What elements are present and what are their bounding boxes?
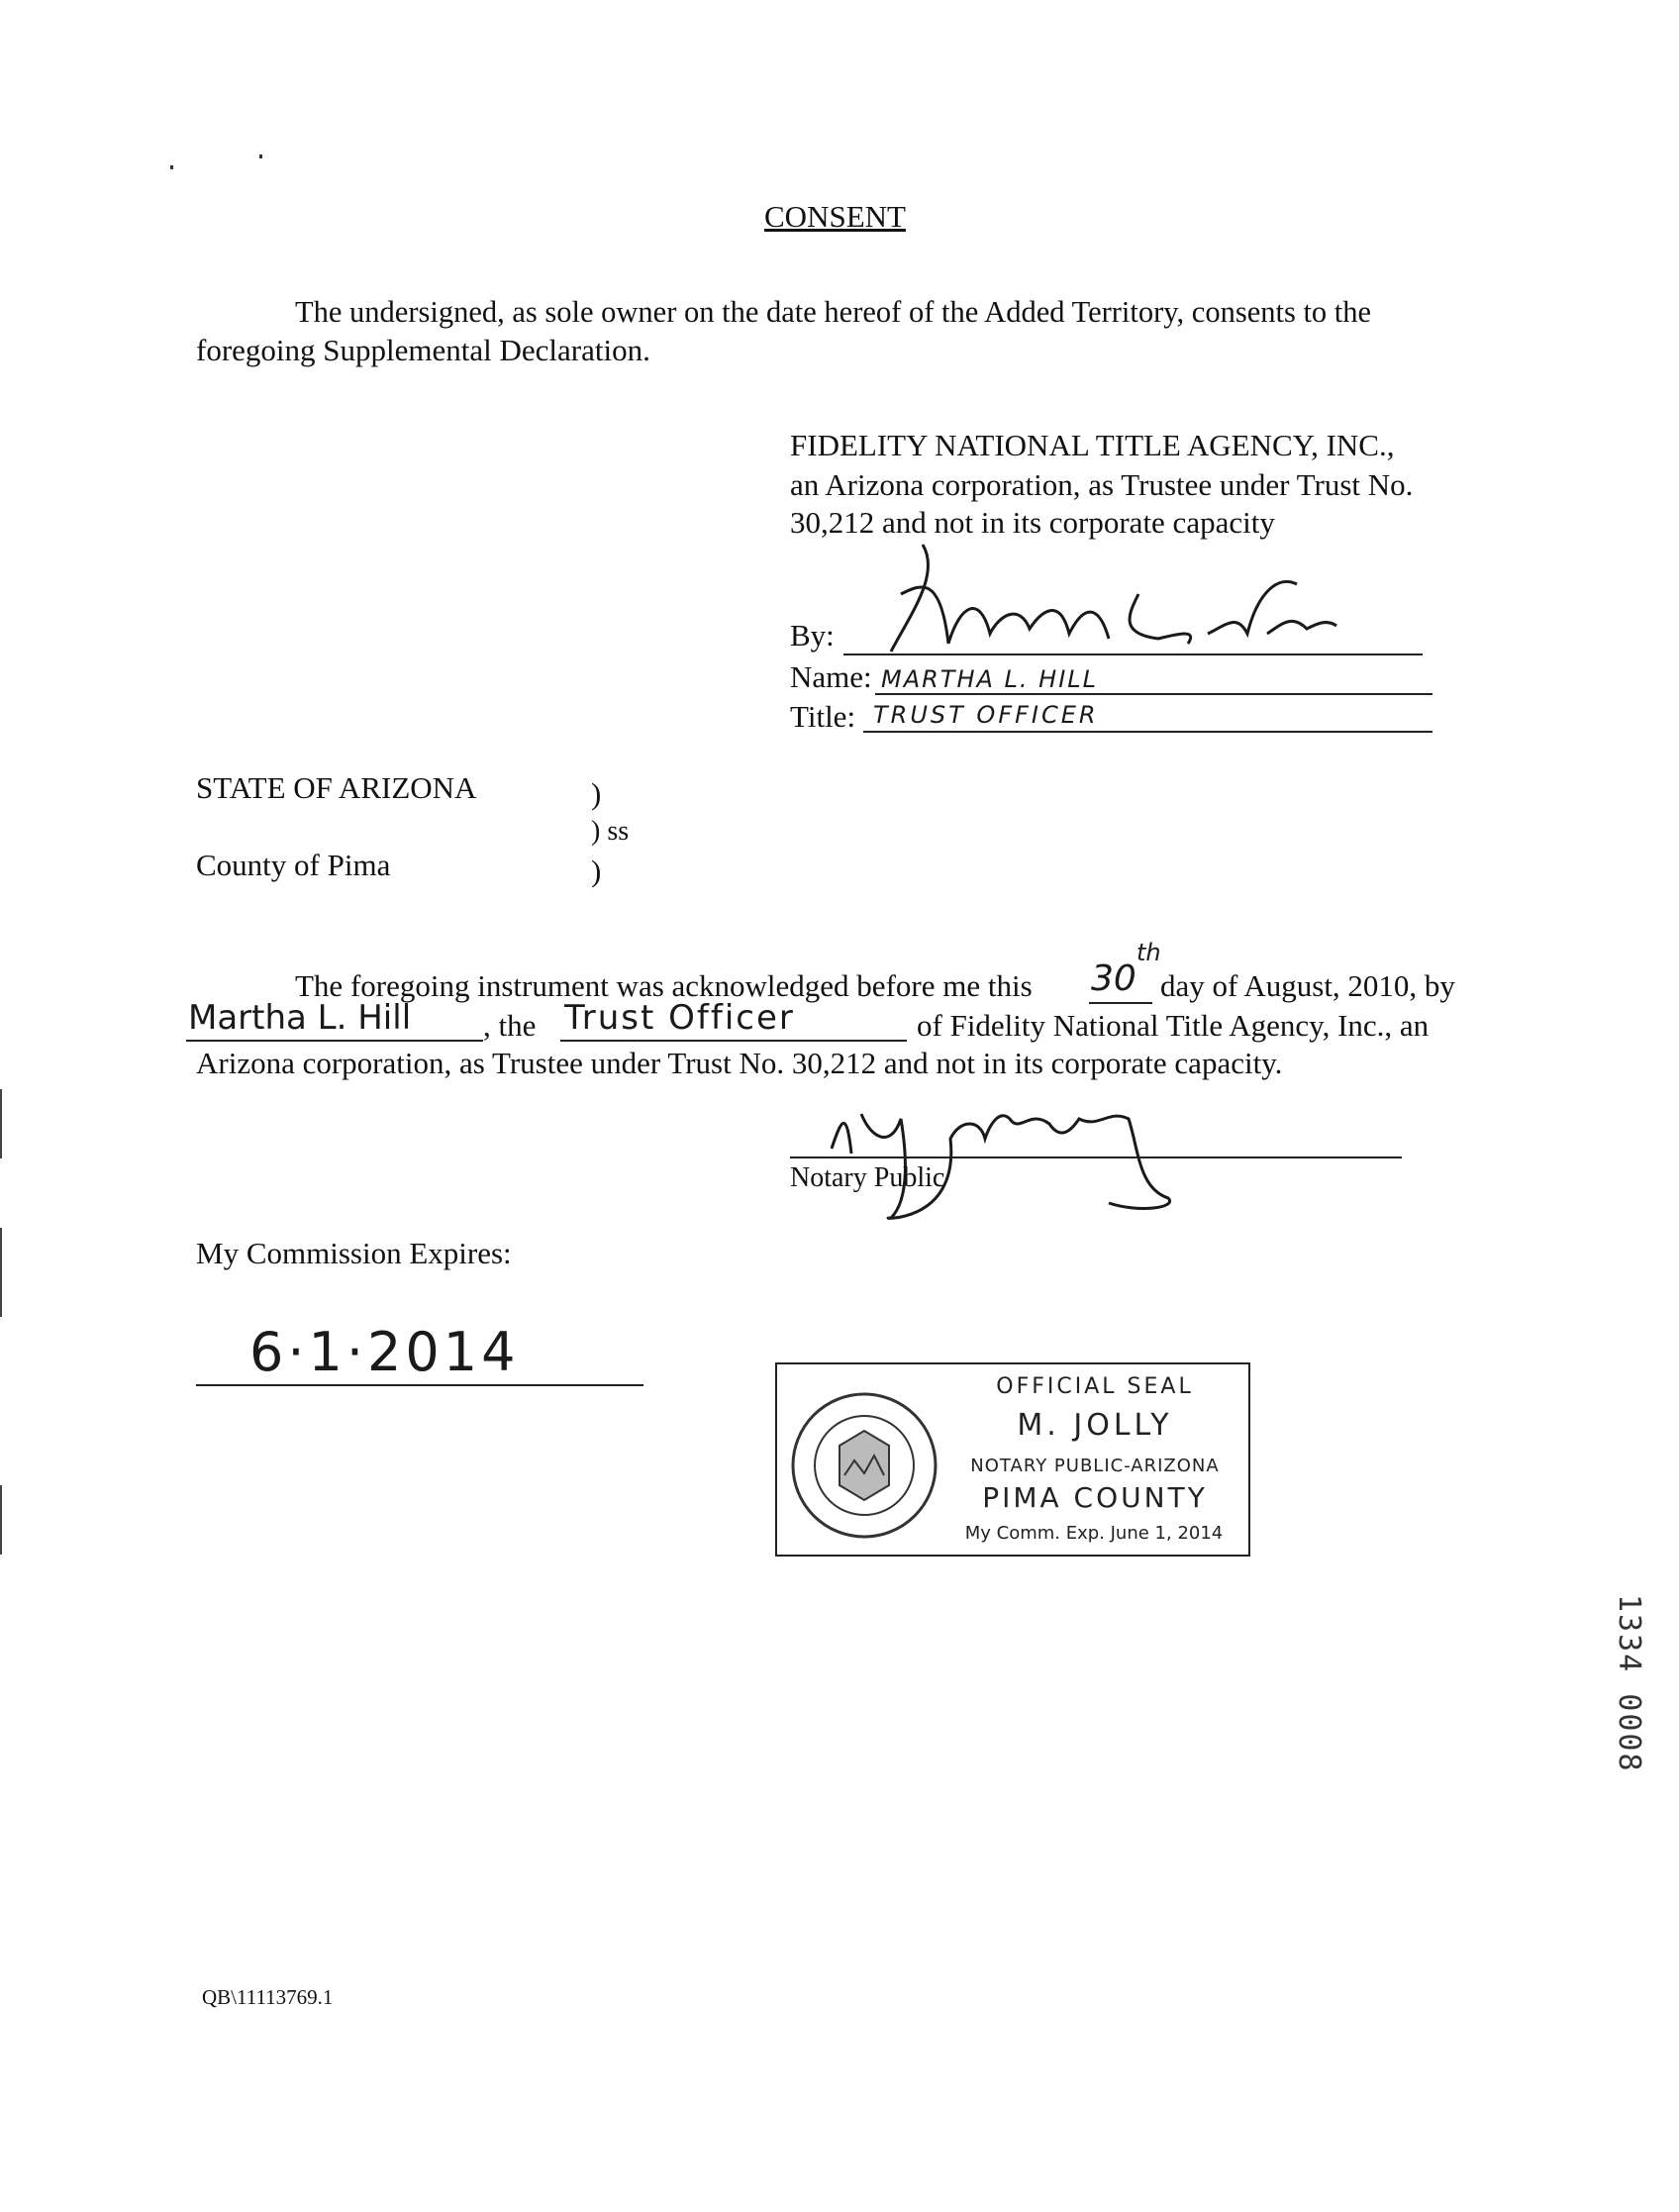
state-seal-icon [785, 1386, 943, 1545]
scan-speck [170, 165, 173, 169]
scan-edge [0, 1485, 2, 1555]
entity-description: an Arizona corporation, as Trustee under Trust No. [790, 467, 1414, 502]
commission-date: 6·1·2014 [249, 1321, 520, 1383]
state-label: STATE OF ARIZONA [196, 770, 477, 805]
seal-line-5: My Comm. Exp. June 1, 2014 [964, 1523, 1224, 1544]
consent-text-line-1: The undersigned, as sole owner on the date hereof of the Added Territory, consents to the [295, 295, 1372, 329]
ack-signer-line [186, 1040, 483, 1042]
county-label: County of Pima [196, 848, 391, 882]
ack-text-line-1a: The foregoing instrument was acknowledged before me this [295, 968, 1033, 1003]
ack-day: 30 [1091, 958, 1136, 999]
seal-line-2: M. JOLLY [1017, 1408, 1173, 1443]
title-value: TRUST OFFICER [873, 701, 1099, 729]
name-value: MARTHA L. HILL [881, 665, 1099, 693]
venue-paren-3: ) [591, 854, 602, 888]
scan-speck [259, 154, 262, 158]
title-label: Title: [790, 699, 856, 734]
name-line [875, 693, 1432, 695]
ack-text-line-2a: , the [483, 1008, 537, 1043]
seal-line-3: NOTARY PUBLIC-ARIZONA [970, 1456, 1220, 1476]
trustee-signature [832, 535, 1346, 663]
scan-edge [0, 1089, 2, 1158]
ack-day-suffix: th [1136, 939, 1161, 966]
side-recording-stamp: 1334 0008 [1612, 1594, 1646, 1773]
notary-label: Notary Public [790, 1162, 945, 1193]
ack-signer-name: Martha L. Hill [188, 998, 412, 1038]
commission-line [196, 1384, 643, 1386]
ack-text-line-2b: of Fidelity National Title Agency, Inc., an [917, 1008, 1430, 1043]
scan-edge [0, 1228, 2, 1317]
consent-text-line-2: foregoing Supplemental Declaration. [196, 333, 650, 367]
by-label: By: [790, 618, 835, 653]
venue-paren-1: ) [591, 776, 602, 811]
ack-text-line-1b: day of August, 2010, by [1160, 968, 1455, 1003]
seal-line-1: OFFICIAL SEAL [996, 1374, 1194, 1399]
seal-line-4: PIMA COUNTY [982, 1481, 1208, 1514]
ack-title-line [560, 1040, 907, 1042]
venue-ss: ) ss [591, 816, 630, 847]
ack-signer-title: Trust Officer [564, 998, 795, 1038]
title-line [863, 731, 1432, 733]
notary-signature [812, 1079, 1208, 1228]
entity-capacity: 30,212 and not in its corporate capacity [790, 505, 1275, 540]
notary-signature-line [790, 1156, 1402, 1158]
entity-name: FIDELITY NATIONAL TITLE AGENCY, INC., [790, 428, 1395, 462]
footer-reference: QB\11113769.1 [202, 1985, 334, 2009]
ack-text-line-3: Arizona corporation, as Trustee under Trust No. 30,212 and not in its corporate capacity. [196, 1046, 1283, 1080]
page-title: CONSENT [764, 199, 906, 234]
ack-day-line [1089, 1002, 1152, 1004]
official-seal-stamp [775, 1362, 1250, 1557]
commission-label: My Commission Expires: [196, 1236, 512, 1270]
name-label: Name: [790, 659, 872, 694]
